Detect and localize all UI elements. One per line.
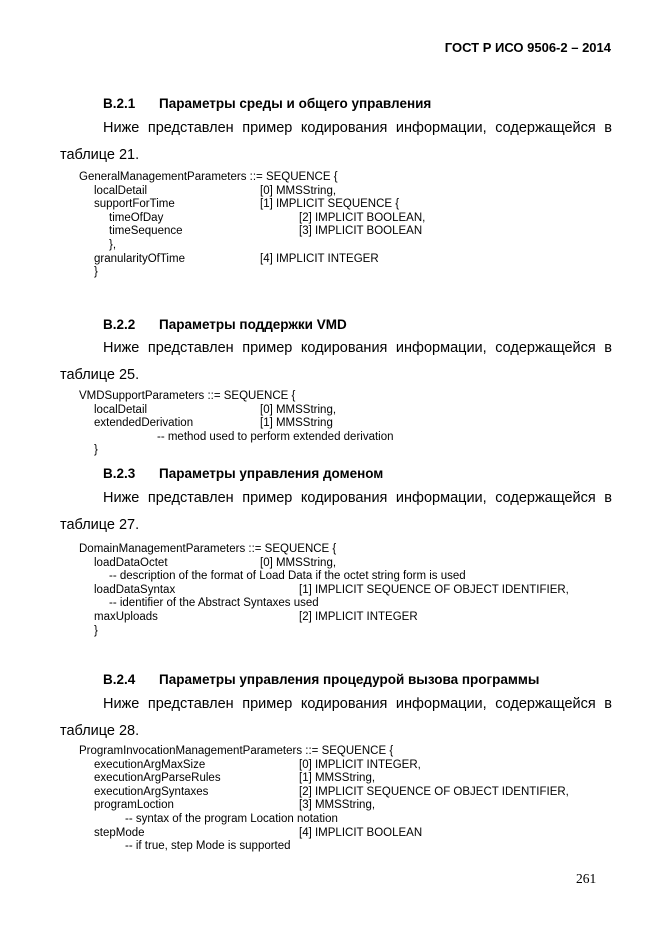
code-type: [0] MMSString, [260, 403, 337, 416]
code-name: maxUploads [94, 610, 158, 623]
code-name: VMDSupportParameters ::= SEQUENCE { [79, 390, 296, 402]
section-heading-b22 [103, 317, 347, 332]
code-name: localDetail [94, 184, 148, 197]
section-title: Параметры среды и общего управления [159, 96, 432, 111]
code-type: [3] MMSString, [299, 799, 376, 812]
code-type: [0] IMPLICIT INTEGER, [299, 758, 421, 771]
code-name: supportForTime [94, 198, 175, 211]
code-comment: -- if true, step Mode is supported [125, 840, 291, 853]
section-heading-b24 [103, 672, 539, 687]
code-name: loadDataOctet [94, 556, 168, 569]
intro-paragraph-b24 [60, 696, 612, 739]
intro-line-2: таблице 27. [60, 517, 140, 533]
code-name: ProgramInvocationManagementParameters ::= SEQUENCE { [79, 745, 394, 757]
code-name: extendedDerivation [94, 417, 194, 430]
code-name: granularityOfTime [94, 252, 185, 265]
code-name: GeneralManagementParameters ::= SEQUENCE { [79, 171, 338, 183]
section-number: B.2.2 [103, 317, 136, 332]
intro-line-1: Ниже представлен пример кодирования информации, содержащейся в [103, 120, 612, 136]
section-number: B.2.1 [103, 96, 136, 111]
code-name: executionArgParseRules [94, 772, 221, 785]
document-header: ГОСТ Р ИСО 9506-2 – 2014 [444, 40, 611, 55]
code-name: executionArgSyntaxes [94, 785, 209, 798]
intro-line-1: Ниже представлен пример кодирования информации, содержащейся в [103, 340, 612, 356]
code-name: stepMode [94, 826, 145, 839]
code-type: [1] IMPLICIT SEQUENCE OF OBJECT IDENTIFIER, [299, 583, 569, 596]
code-name: DomainManagementParameters ::= SEQUENCE { [79, 543, 337, 555]
code-type: [0] MMSString, [260, 556, 337, 569]
code-type: [4] IMPLICIT INTEGER [260, 252, 379, 265]
code-name: timeSequence [109, 225, 183, 238]
section-number: B.2.3 [103, 466, 136, 481]
code-type: [2] IMPLICIT BOOLEAN, [299, 211, 426, 224]
code-type: [1] MMSString, [299, 772, 376, 785]
code-name: } [94, 444, 98, 457]
section-title: Параметры управления процедурой вызова программы [159, 672, 540, 687]
page-number: 261 [576, 871, 597, 886]
section-heading-b21 [103, 96, 431, 111]
intro-line-1: Ниже представлен пример кодирования информации, содержащейся в [103, 696, 612, 712]
code-comment: -- identifier of the Abstract Syntaxes used [109, 597, 319, 610]
code-comment: -- method used to perform extended derivation [157, 430, 394, 443]
code-name: } [94, 266, 98, 279]
code-type: [1] MMSString [260, 417, 333, 430]
code-type: [3] IMPLICIT BOOLEAN [299, 225, 423, 238]
code-comment: -- description of the format of Load Data if the octet string form is used [109, 570, 466, 583]
section-number: B.2.4 [103, 672, 136, 687]
intro-paragraph-b21 [60, 120, 612, 163]
intro-paragraph-b22 [60, 340, 612, 383]
section-title: Параметры поддержки VMD [159, 317, 347, 332]
code-name: timeOfDay [109, 211, 164, 224]
code-name: loadDataSyntax [94, 583, 176, 596]
intro-line-1: Ниже представлен пример кодирования информации, содержащейся в [103, 490, 612, 506]
code-type: [2] IMPLICIT INTEGER [299, 610, 418, 623]
code-type: [4] IMPLICIT BOOLEAN [299, 826, 423, 839]
intro-line-2: таблице 25. [60, 367, 140, 383]
section-title: Параметры управления доменом [159, 466, 384, 481]
intro-line-2: таблице 28. [60, 723, 140, 739]
code-name: executionArgMaxSize [94, 758, 206, 771]
code-type: [1] IMPLICIT SEQUENCE { [260, 198, 400, 211]
code-comment: -- syntax of the program Location notation [125, 812, 338, 825]
code-type: [0] MMSString, [260, 184, 337, 197]
section-heading-b23 [103, 466, 383, 481]
intro-paragraph-b23 [60, 490, 612, 533]
code-type: [2] IMPLICIT SEQUENCE OF OBJECT IDENTIFIER, [299, 785, 569, 798]
code-name: localDetail [94, 403, 148, 416]
intro-line-2: таблице 21. [60, 147, 140, 163]
code-name: programLoction [94, 799, 174, 812]
code-name: } [94, 624, 98, 637]
code-name: }, [109, 238, 117, 251]
